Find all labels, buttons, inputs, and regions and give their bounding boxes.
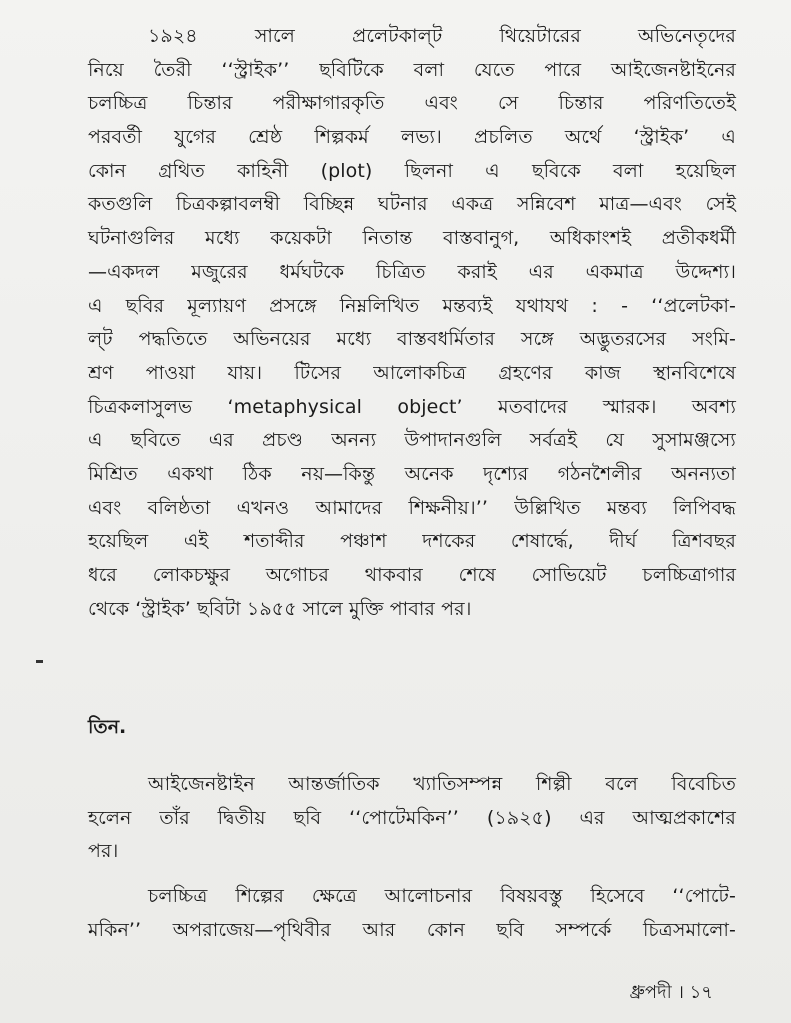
word: সর্বত্রই (529, 429, 578, 452)
word: প্রসঙ্গে (269, 294, 317, 317)
word: পাওয়া (145, 361, 196, 384)
word: পদ্ধতিতে (138, 328, 208, 351)
word: যেতে (473, 58, 515, 81)
word: শিল্পকর্ম (314, 126, 369, 149)
word: অবশ্য (691, 395, 736, 418)
word: মতবাদের (498, 395, 568, 418)
word: সে (498, 92, 519, 115)
word: স্মারক। (602, 395, 657, 418)
text-line: থেকে ‘স্ট্রাইক’ ছবিটা ১৯৫৫ সালে মুক্তি পাবার পর। (88, 597, 472, 620)
word: অধিকাংশই (549, 227, 632, 250)
word: সালে (254, 25, 295, 47)
word: পরীক্ষাগারকৃতি (272, 92, 385, 115)
word: মজুরের (191, 260, 248, 283)
word: আইজেনষ্টাইনের (610, 58, 736, 81)
word: এর (208, 429, 234, 452)
word: আমাদের (315, 496, 383, 519)
word: সোভিয়েট (531, 564, 607, 586)
paragraph-3 (88, 880, 736, 947)
word: কোন (88, 159, 127, 182)
word: ছবি (293, 806, 322, 829)
word: ঠিক (242, 462, 272, 485)
word: গ্রহণের (498, 361, 553, 384)
word: প্রচণ্ড (262, 429, 303, 452)
word: উপাদানগুলি (404, 429, 502, 452)
word: অপরাজেয়—পৃথিবীর (172, 918, 331, 941)
word: অনন্য (331, 429, 377, 452)
page-footer: ধ্রুপদী । ১৭ (629, 982, 713, 1003)
word: শিল্পী (535, 773, 572, 795)
margin-mark (36, 660, 43, 663)
word: হয়েছিল (675, 159, 736, 182)
text-line (88, 121, 736, 155)
text-line (88, 559, 736, 593)
word: হয়েছিল (88, 530, 149, 553)
word: শিক্ষনীয়।’’ (408, 496, 489, 519)
text-line (88, 323, 736, 357)
word: অনন্যতা (671, 462, 736, 485)
word: চলচ্চিত্র (88, 92, 148, 115)
word: যে (605, 429, 625, 452)
word: একমাত্র (585, 260, 644, 283)
word: (plot) (320, 159, 373, 182)
word: বলিষ্ঠতা (147, 496, 211, 519)
text-line (88, 222, 736, 256)
word: এ (721, 126, 736, 149)
word: আইজেনষ্টাইন (148, 773, 255, 795)
word: ‘‘পোটেমকিন’’ (349, 806, 459, 829)
word: পারে (544, 58, 582, 81)
word: : (591, 294, 598, 317)
text-line (88, 20, 736, 54)
word: শিল্পের (235, 885, 284, 907)
word: আলোচনার (384, 885, 473, 907)
word: একথা (167, 462, 214, 485)
text-line (88, 492, 736, 526)
word: বাস্তবধর্মিতার (397, 328, 495, 351)
word: যুগের (174, 126, 216, 149)
word: ধর্মঘটকে (279, 260, 345, 283)
word: ক্ষেত্রে (311, 885, 357, 907)
word: বিষয়বস্তু (500, 885, 563, 907)
word: মধ্যে (205, 227, 240, 250)
word: ছবিতে (130, 429, 181, 452)
word: যথাযথ (515, 294, 569, 317)
word: পরবর্তী (88, 126, 143, 149)
text-line (88, 290, 736, 324)
word: খ্যাতিসম্পন্ন (413, 773, 503, 795)
text-line (88, 155, 736, 189)
word: চিত্রকলাসুলভ (88, 395, 193, 418)
text-line (88, 880, 736, 914)
word: ছবিকে (531, 159, 581, 182)
text-line (88, 391, 736, 425)
word: ‘স্ট্রাইক’ (633, 126, 690, 149)
word: মাত্র—এবং (599, 193, 682, 216)
word: দশকের (422, 530, 476, 553)
word: এ (485, 159, 500, 182)
word: ১৯২৪ (148, 25, 198, 47)
word: শেষে (458, 564, 496, 586)
word: যায়। (227, 361, 263, 384)
word: আন্তর্জাতিক (288, 773, 380, 795)
word: মধ্যে (336, 328, 372, 351)
text-line (88, 525, 736, 559)
word: দ্বিতীয় (217, 806, 266, 829)
word: নিয়ে (88, 58, 124, 81)
word: object’ (397, 395, 463, 418)
text-line (88, 458, 736, 492)
word: অদ্ভুতরসের (579, 328, 667, 351)
word: শ্রণ (88, 361, 114, 384)
word: এবং (88, 496, 122, 519)
word: টিসের (294, 361, 342, 384)
word: ঘটনাগুলির (88, 227, 175, 250)
word: বিবেচিত (671, 773, 736, 795)
word: পঞ্চাশ (340, 530, 387, 553)
word: ‘‘প্রলেটকা- (651, 294, 736, 317)
word: লোকচক্ষুর (152, 564, 230, 586)
word: আত্মপ্রকাশের (632, 806, 736, 829)
word: প্রতীকধর্মী (661, 227, 736, 250)
text-line (88, 424, 736, 458)
word: ধরে (88, 564, 117, 586)
word: ছবির (125, 294, 165, 317)
word: হলেন (88, 806, 132, 829)
word: সম্পর্কে (555, 918, 612, 941)
word: নিম্নলিখিত (339, 294, 420, 317)
word: লিপিবদ্ধ (673, 496, 736, 519)
word: শতাব্দীর (243, 530, 305, 553)
word: বাস্তবানুগ, (443, 227, 520, 250)
paragraph-2 (88, 768, 736, 869)
word: গঠনশৈলীর (557, 462, 642, 485)
word: সন্নিবেশ (516, 193, 576, 216)
word: প্রলেটকাল্‌ট (352, 25, 443, 47)
text-line (88, 188, 736, 222)
paragraph-1 (88, 20, 736, 626)
word: চিত্রসমালো- (642, 918, 736, 941)
word: মূল্যায়ণ (187, 294, 247, 317)
text-line: পর। (88, 840, 119, 863)
word: দীর্ঘ (609, 530, 637, 553)
word: (১৯২৫) (486, 806, 552, 829)
word: হিসেবে (590, 885, 645, 907)
word: কয়েকটা (270, 227, 332, 250)
word: —একদল (88, 260, 160, 283)
word: চিন্তার (187, 92, 233, 115)
section-heading: তিন. (88, 716, 127, 738)
text-line (88, 802, 736, 836)
word: এর (528, 260, 554, 283)
word: ঘটনার (377, 193, 428, 216)
word: মকিন’’ (88, 918, 142, 941)
word: এ (88, 294, 103, 317)
word: তৈরী (153, 58, 192, 81)
word: অনেক (404, 462, 454, 485)
text-line (88, 357, 736, 391)
text-line (88, 914, 736, 948)
text-line (88, 54, 736, 88)
word: অভিনয়ের (233, 328, 311, 351)
word: এ (88, 429, 103, 452)
word: সেই (705, 193, 736, 216)
word: চলচ্চিত্রাগার (642, 564, 736, 586)
word: এবং (424, 92, 458, 115)
word: সঙ্গে (520, 328, 554, 351)
word: চিন্তার (558, 92, 604, 115)
word: ছবি (496, 918, 525, 941)
word: কোন (426, 918, 465, 941)
word: সংমি- (692, 328, 736, 351)
word: ‘metaphysical (227, 395, 363, 418)
word: শ্রেষ্ঠ (248, 126, 283, 149)
word: ছিলনা (404, 159, 453, 182)
word: নয়—কিন্তু (301, 462, 376, 485)
word: ‘‘স্ট্রাইক’’ (221, 58, 290, 81)
word: তাঁর (159, 806, 190, 829)
word: কতগুলি (88, 193, 153, 216)
word: থিয়েটারের (499, 25, 581, 47)
word: করাই (457, 260, 497, 283)
word: অর্থে (564, 126, 602, 149)
word: কাজ (584, 361, 621, 384)
word: এর (579, 806, 605, 829)
word: অভিনেতৃদের (638, 25, 736, 47)
word: শেষার্দ্ধে, (510, 530, 574, 553)
word: স্থানবিশেষে (653, 361, 736, 384)
word: উল্লিখিত (514, 496, 581, 519)
word: চলচ্চিত্র (148, 885, 208, 907)
word: নিতান্ত (362, 227, 413, 250)
word: লভ্য। (400, 126, 442, 149)
word: আলোকচিত্র (373, 361, 467, 384)
word: বলে (605, 773, 638, 795)
word: সুসামঞ্জস্যে (652, 429, 736, 452)
word: থাকবার (364, 564, 423, 586)
word: ‘‘পোটে- (672, 885, 736, 907)
word: এখনও (236, 496, 290, 519)
word: ত্রিশবছর (672, 530, 736, 553)
word: ল্‌ট (88, 328, 113, 351)
word: চিত্রিত (376, 260, 426, 283)
word: প্রচলিত (474, 126, 533, 149)
word: বলা (413, 58, 445, 81)
word: মন্তব্যই (442, 294, 493, 317)
word: এই (183, 530, 209, 553)
word: মিশ্রিত (88, 462, 138, 485)
word: গ্রথিত (158, 159, 205, 182)
word: বিচ্ছিন্ন (303, 193, 355, 216)
word: দৃশ্যের (483, 462, 529, 485)
word: মন্তব্য (606, 496, 647, 519)
text-line (88, 768, 736, 802)
text-line (88, 256, 736, 290)
word: - (621, 294, 629, 317)
word: বলা (612, 159, 644, 182)
word: চিত্রকল্পাবলম্বী (176, 193, 281, 216)
word: কাহিনী (237, 159, 289, 182)
text-line (88, 87, 736, 121)
word: আর (362, 918, 396, 941)
word: ছবিটিকে (319, 58, 384, 81)
word: একত্র (451, 193, 494, 216)
word: পরিণতিতেই (643, 92, 736, 115)
word: উদ্দেশ্য। (675, 260, 736, 283)
word: অগোচর (265, 564, 329, 586)
